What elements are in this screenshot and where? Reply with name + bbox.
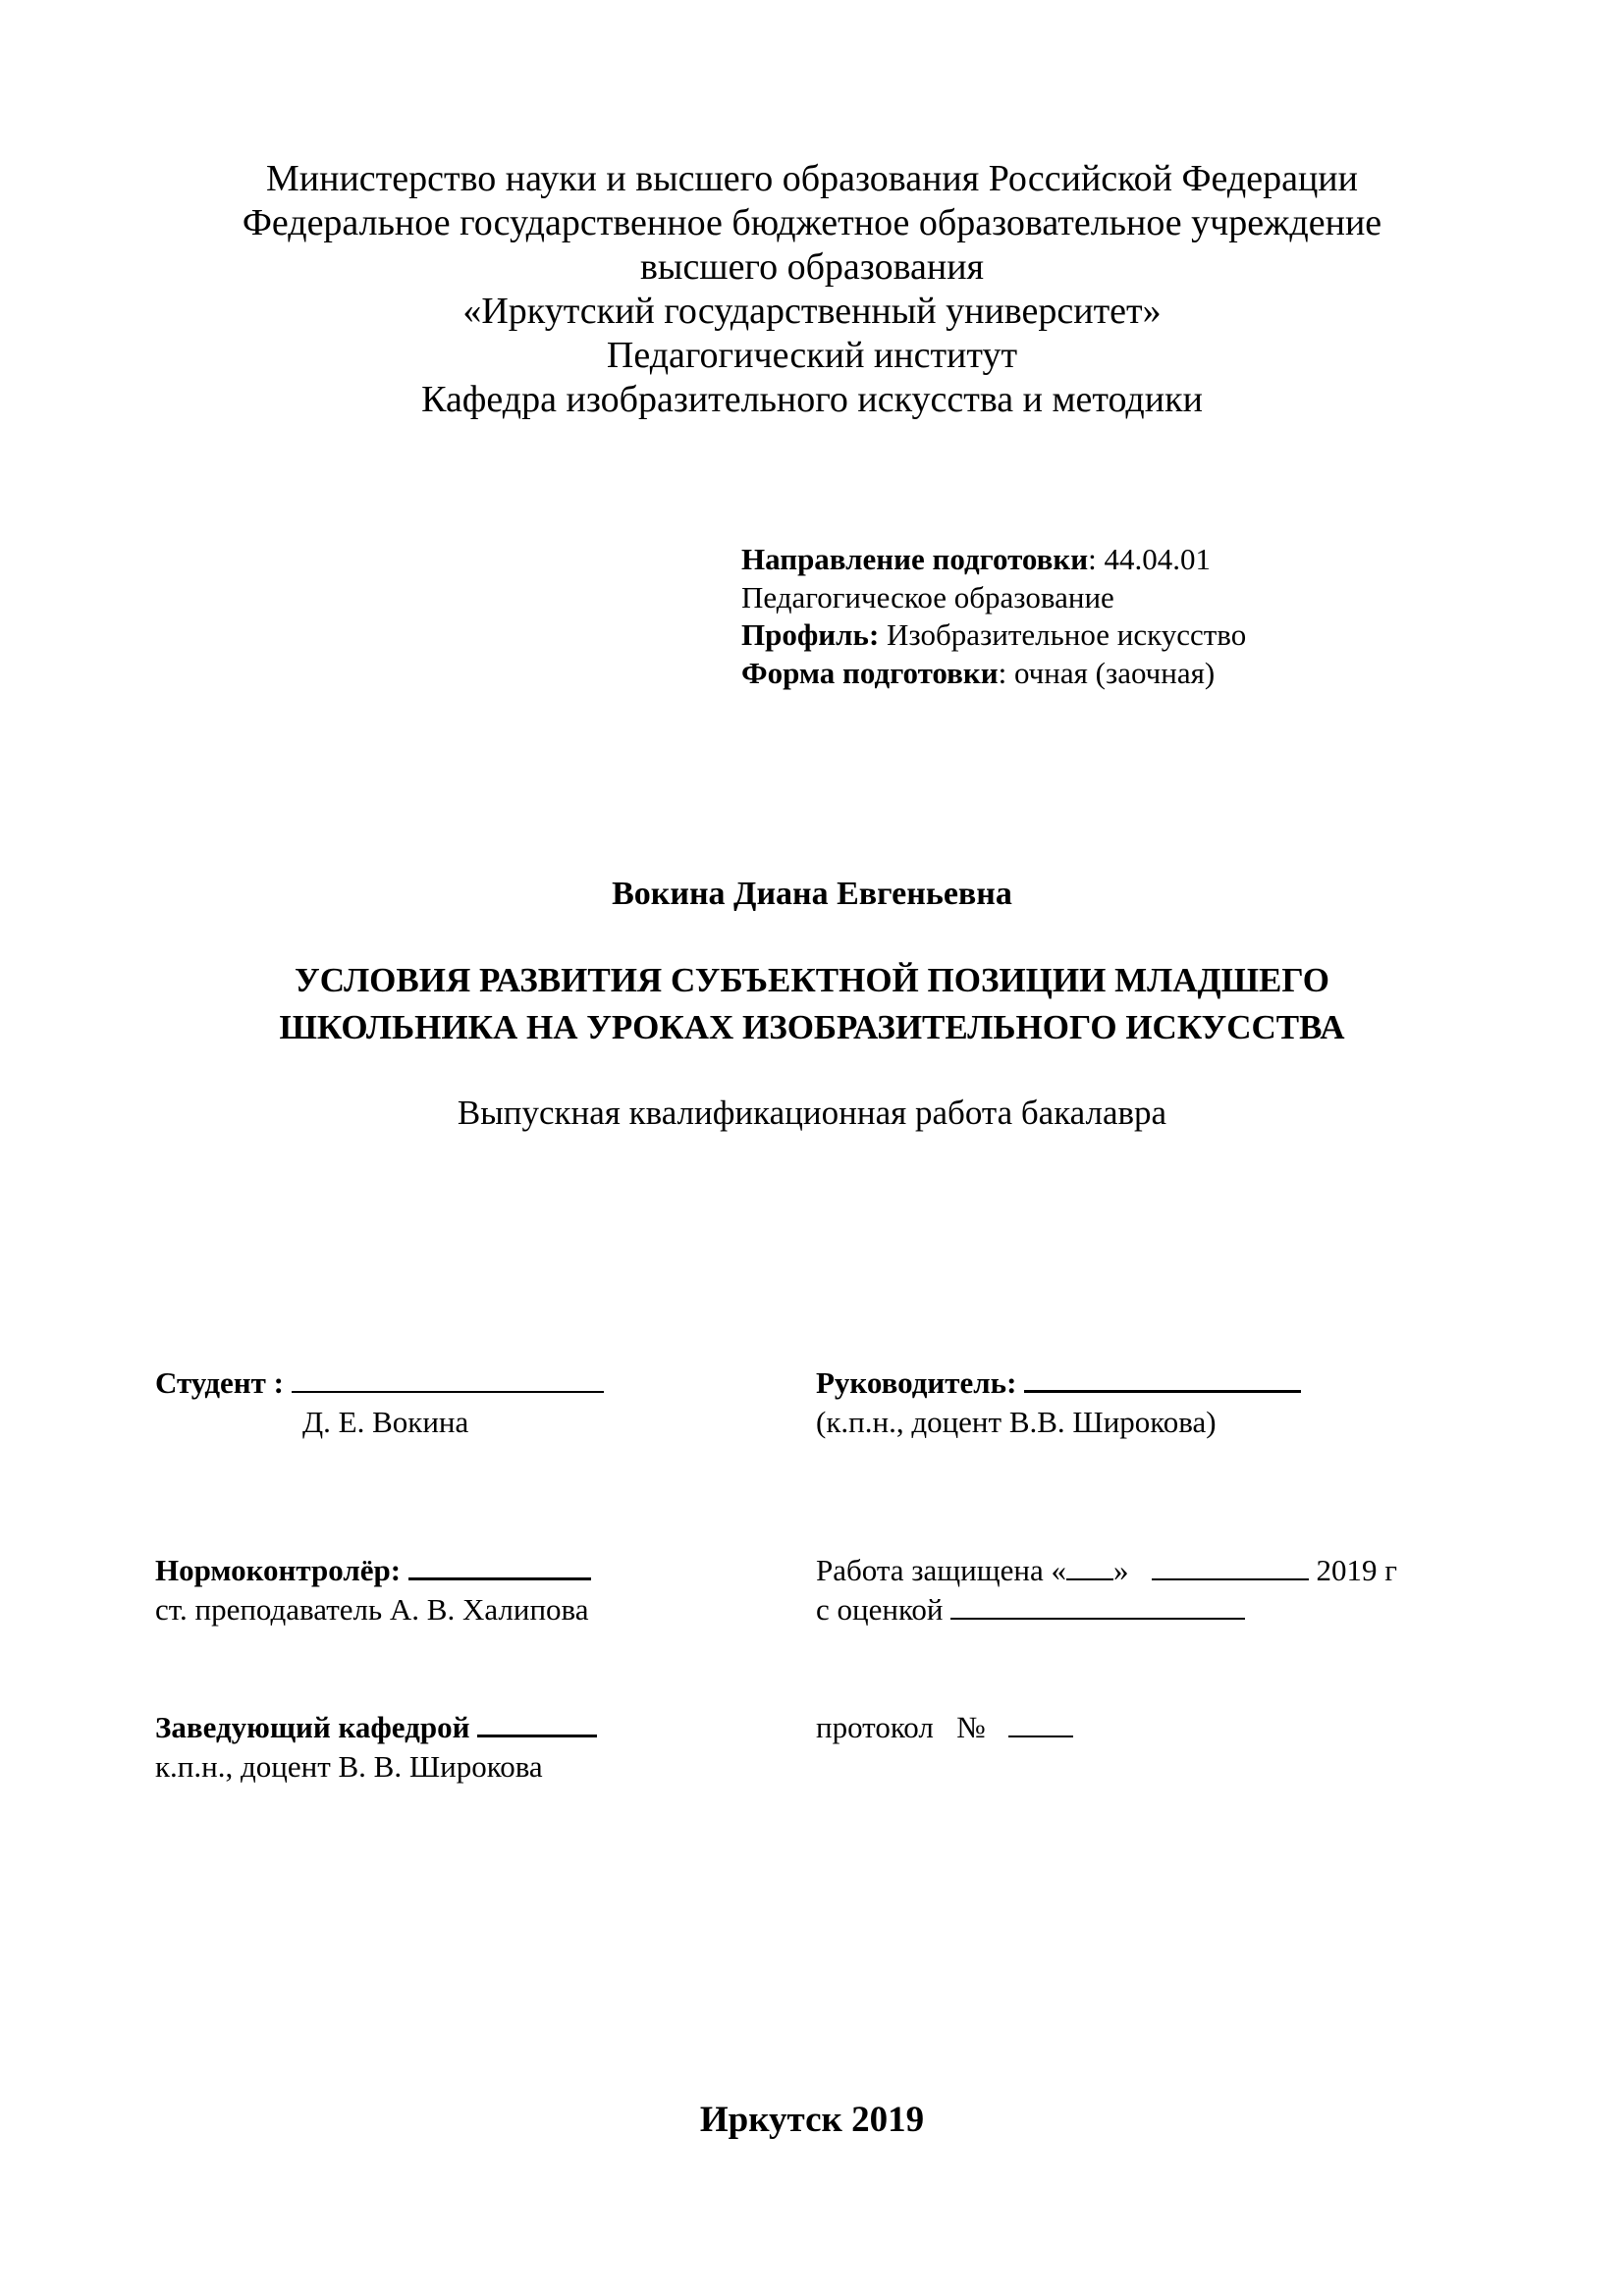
direction-line <box>741 541 1429 579</box>
protocol-block <box>816 1708 1073 1747</box>
defense-month-line <box>1152 1555 1309 1580</box>
supervisor-name: (к.п.н., доцент В.В. Широкова) <box>816 1405 1217 1439</box>
profile-line <box>741 616 1429 655</box>
normcontrol-name: ст. преподаватель А. В. Халипова <box>155 1592 589 1627</box>
normcontrol-signature-line <box>408 1554 591 1580</box>
supervisor-label: Руководитель: <box>816 1365 1017 1400</box>
defended-year: 2019 г <box>1316 1553 1397 1587</box>
thesis-title-line-2: ШКОЛЬНИКА НА УРОКАХ ИЗОБРАЗИТЕЛЬНОГО ИСКУССТВА <box>279 1008 1345 1046</box>
protocol-number-line <box>1008 1712 1073 1737</box>
city-year: Иркутск 2019 <box>699 2100 925 2140</box>
head-signature-block <box>155 1708 597 1787</box>
direction-code: : 44.04.01 <box>1088 542 1211 576</box>
student-signature-block <box>155 1363 604 1442</box>
normcontrol-signature-block <box>155 1551 591 1629</box>
supervisor-signature-line <box>1024 1366 1301 1393</box>
protocol-number-sign: № <box>956 1710 986 1744</box>
form-line <box>741 655 1429 693</box>
university-name-line: «Иркутский государственный университет» <box>462 291 1162 332</box>
defended-prefix: Работа защищена « <box>816 1553 1066 1587</box>
form-value: : очная (заочная) <box>998 655 1216 690</box>
defense-day-line <box>1066 1555 1113 1580</box>
ministry-line: Министерство науки и высшего образования Российской Федерации <box>266 158 1358 199</box>
author-name: Вокина Диана Евгеньевна <box>612 876 1012 912</box>
department-line: Кафедра изобразительного искусства и методики <box>421 379 1203 420</box>
form-label: Форма подготовки <box>741 655 999 690</box>
study-direction-block <box>741 541 1429 692</box>
head-label: Заведующий кафедрой <box>155 1710 470 1744</box>
profile-label: Профиль: <box>741 617 880 652</box>
institution-header <box>0 157 1624 422</box>
supervisor-signature-block <box>816 1363 1301 1442</box>
profile-value: Изобразительное искусство <box>879 617 1247 652</box>
thesis-title <box>0 957 1624 1051</box>
student-signature-line <box>292 1367 604 1393</box>
work-type: Выпускная квалификационная работа бакалавра <box>457 1094 1167 1132</box>
defense-block <box>816 1551 1397 1629</box>
student-label: Студент : <box>155 1365 284 1400</box>
normcontrol-label: Нормоконтролёр: <box>155 1553 402 1587</box>
university-type-line: Федеральное государственное бюджетное образовательное учреждение <box>242 202 1382 243</box>
head-name: к.п.н., доцент В. В. Широкова <box>155 1749 543 1784</box>
education-level-line: высшего образования <box>639 246 985 288</box>
grade-label: с оценкой <box>816 1592 944 1627</box>
defended-mid: » <box>1113 1553 1129 1587</box>
grade-line <box>950 1594 1245 1620</box>
protocol-label: протокол <box>816 1710 934 1744</box>
institute-line: Педагогический институт <box>606 335 1018 376</box>
direction-label: Направление подготовки <box>741 542 1089 576</box>
student-name: Д. Е. Вокина <box>302 1405 469 1439</box>
head-signature-line <box>477 1711 597 1737</box>
thesis-title-line-1: УСЛОВИЯ РАЗВИТИЯ СУБЪЕКТНОЙ ПОЗИЦИИ МЛАДШЕГО <box>295 961 1329 999</box>
direction-name: Педагогическое образование <box>741 579 1114 614</box>
